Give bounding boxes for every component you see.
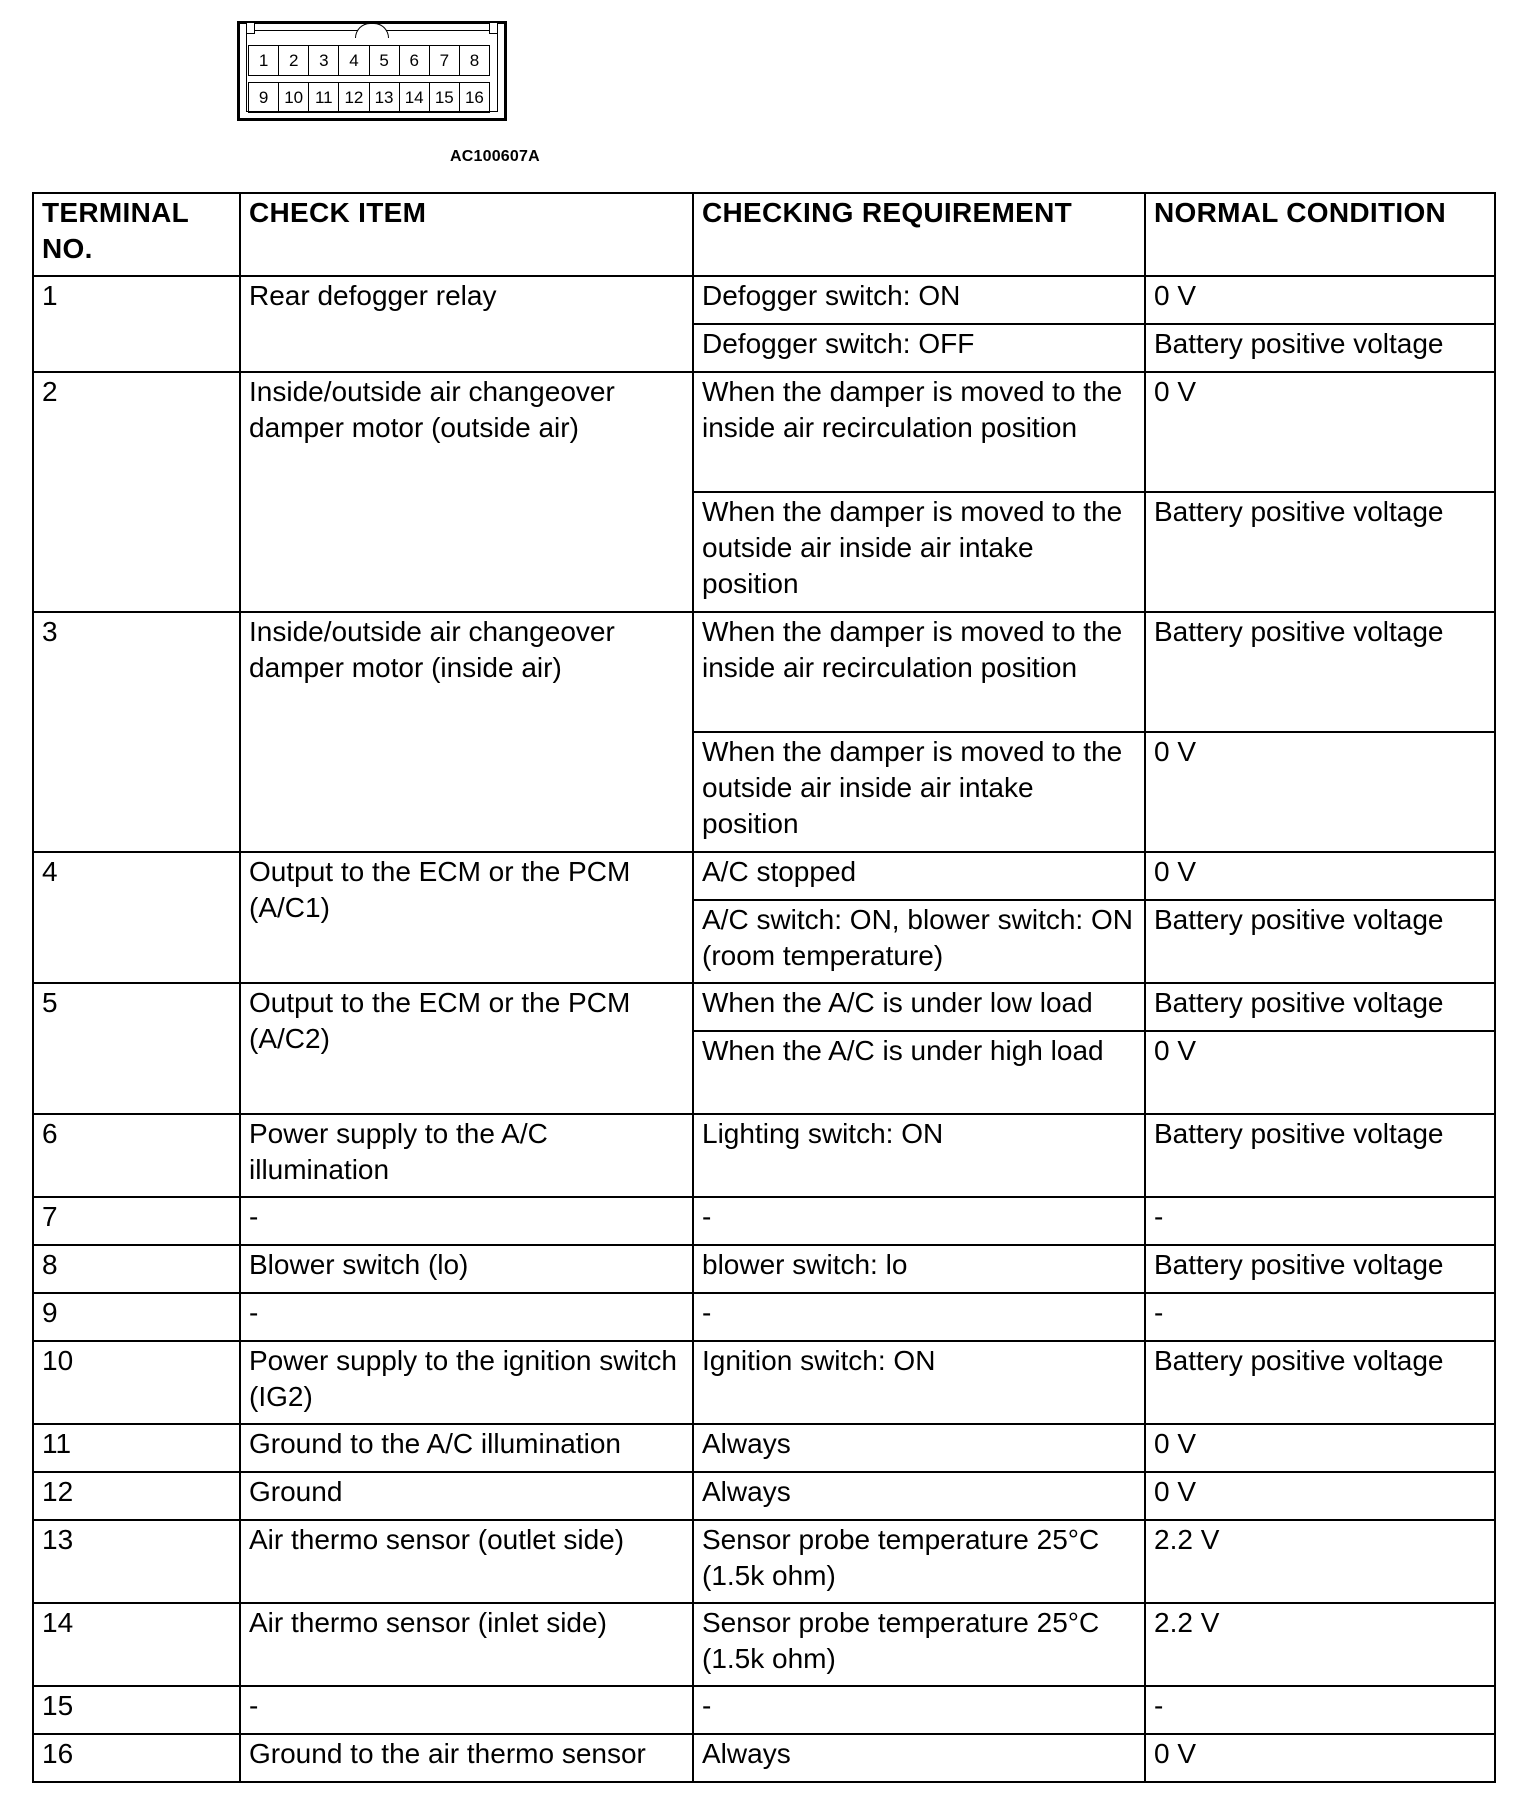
check-item-cell: Ground [240, 1472, 693, 1520]
connector-pin: 6 [400, 46, 430, 76]
check-item-cell: Ground to the air thermo sensor [240, 1734, 693, 1782]
connector-pin: 12 [339, 83, 369, 113]
connector-pin: 5 [370, 46, 400, 76]
requirement-cell: Ignition switch: ON [693, 1341, 1145, 1424]
requirement-cell: A/C switch: ON, blower switch: ON (room temperature) [693, 900, 1145, 983]
requirement-cell: Always [693, 1472, 1145, 1520]
condition-cell: Battery positive voltage [1145, 492, 1495, 612]
requirement-cell: - [693, 1293, 1145, 1341]
requirement-cell: Sensor probe temperature 25°C (1.5k ohm) [693, 1520, 1145, 1603]
connector-pin: 1 [249, 46, 279, 76]
table-row [33, 612, 1495, 732]
terminal-check-table [32, 192, 1496, 1783]
header-check-item: CHECK ITEM [240, 193, 693, 276]
condition-cell: Battery positive voltage [1145, 324, 1495, 372]
check-item-cell: Air thermo sensor (outlet side) [240, 1520, 693, 1603]
requirement-cell: - [693, 1686, 1145, 1734]
table-row [33, 1424, 1495, 1472]
condition-cell: Battery positive voltage [1145, 1245, 1495, 1293]
connector-pin: 10 [279, 83, 309, 113]
table-row [33, 1686, 1495, 1734]
table-header-row [33, 193, 1495, 276]
connector-latch [355, 23, 389, 38]
condition-cell: Battery positive voltage [1145, 1114, 1495, 1197]
terminal-cell: 7 [33, 1197, 240, 1245]
table-row [33, 1197, 1495, 1245]
table-row [33, 983, 1495, 1031]
condition-cell: 0 V [1145, 1424, 1495, 1472]
terminal-cell: 11 [33, 1424, 240, 1472]
header-checking-requirement: CHECKING REQUIREMENT [693, 193, 1145, 276]
requirement-cell: - [693, 1197, 1145, 1245]
table-row [33, 852, 1495, 900]
connector-pin: 15 [430, 83, 460, 113]
terminal-cell: 4 [33, 852, 240, 983]
check-item-cell: Output to the ECM or the PCM (A/C2) [240, 983, 693, 1114]
check-item-cell: - [240, 1293, 693, 1341]
condition-cell: 2.2 V [1145, 1520, 1495, 1603]
requirement-cell: When the A/C is under high load [693, 1031, 1145, 1114]
table-row [33, 1734, 1495, 1782]
check-item-cell: Power supply to the ignition switch (IG2) [240, 1341, 693, 1424]
terminal-cell: 10 [33, 1341, 240, 1424]
table-row [33, 1114, 1495, 1197]
table-row [33, 1293, 1495, 1341]
condition-cell: 0 V [1145, 732, 1495, 852]
condition-cell: Battery positive voltage [1145, 983, 1495, 1031]
condition-cell: 0 V [1145, 276, 1495, 324]
connector-pin: 2 [279, 46, 309, 76]
requirement-cell: When the damper is moved to the outside air inside air intake position [693, 732, 1145, 852]
requirement-cell: When the damper is moved to the inside air recirculation position [693, 372, 1145, 492]
condition-cell: Battery positive voltage [1145, 900, 1495, 983]
connector-pin-row-top [248, 45, 490, 76]
terminal-cell: 6 [33, 1114, 240, 1197]
connector-pin: 16 [460, 83, 490, 113]
requirement-cell: Defogger switch: OFF [693, 324, 1145, 372]
terminal-cell: 14 [33, 1603, 240, 1686]
header-normal-condition: NORMAL CONDITION [1145, 193, 1495, 276]
requirement-cell: A/C stopped [693, 852, 1145, 900]
connector-pin: 8 [460, 46, 490, 76]
condition-cell: Battery positive voltage [1145, 612, 1495, 732]
check-item-cell: - [240, 1197, 693, 1245]
connector-tab-right [489, 23, 498, 34]
table-row [33, 1341, 1495, 1424]
check-item-cell: Output to the ECM or the PCM (A/C1) [240, 852, 693, 983]
connector-pin: 11 [309, 83, 339, 113]
terminal-cell: 16 [33, 1734, 240, 1782]
requirement-cell: blower switch: lo [693, 1245, 1145, 1293]
condition-cell: 0 V [1145, 852, 1495, 900]
requirement-cell: When the damper is moved to the outside air inside air intake position [693, 492, 1145, 612]
connector-pin-row-bottom [248, 82, 490, 113]
table-row [33, 1520, 1495, 1603]
check-item-cell: - [240, 1686, 693, 1734]
terminal-cell: 2 [33, 372, 240, 612]
condition-cell: 2.2 V [1145, 1603, 1495, 1686]
condition-cell: - [1145, 1197, 1495, 1245]
condition-cell: 0 V [1145, 1472, 1495, 1520]
connector-pin: 9 [249, 83, 279, 113]
check-item-cell: Air thermo sensor (inlet side) [240, 1603, 693, 1686]
table-row [33, 1245, 1495, 1293]
connector-pin: 14 [400, 83, 430, 113]
requirement-cell: Defogger switch: ON [693, 276, 1145, 324]
diagram-code: AC100607A [450, 148, 540, 165]
condition-cell: 0 V [1145, 1734, 1495, 1782]
check-item-cell: Power supply to the A/C illumination [240, 1114, 693, 1197]
terminal-cell: 1 [33, 276, 240, 372]
terminal-cell: 8 [33, 1245, 240, 1293]
condition-cell: - [1145, 1293, 1495, 1341]
requirement-cell: When the A/C is under low load [693, 983, 1145, 1031]
check-item-cell: Rear defogger relay [240, 276, 693, 372]
connector-diagram [237, 21, 507, 121]
connector-tab-left [246, 23, 255, 34]
check-item-cell: Inside/outside air changeover damper motor (outside air) [240, 372, 693, 612]
requirement-cell: Lighting switch: ON [693, 1114, 1145, 1197]
connector-pin: 7 [430, 46, 460, 76]
terminal-cell: 5 [33, 983, 240, 1114]
terminal-cell: 9 [33, 1293, 240, 1341]
check-item-cell: Blower switch (lo) [240, 1245, 693, 1293]
check-item-cell: Inside/outside air changeover damper motor (inside air) [240, 612, 693, 852]
condition-cell: Battery positive voltage [1145, 1341, 1495, 1424]
table-row [33, 1472, 1495, 1520]
condition-cell: 0 V [1145, 372, 1495, 492]
table-row [33, 1603, 1495, 1686]
requirement-cell: When the damper is moved to the inside air recirculation position [693, 612, 1145, 732]
connector-pin: 4 [339, 46, 369, 76]
check-item-cell: Ground to the A/C illumination [240, 1424, 693, 1472]
connector-pin: 13 [370, 83, 400, 113]
condition-cell: - [1145, 1686, 1495, 1734]
terminal-cell: 3 [33, 612, 240, 852]
requirement-cell: Sensor probe temperature 25°C (1.5k ohm) [693, 1603, 1145, 1686]
table-row [33, 276, 1495, 324]
terminal-cell: 15 [33, 1686, 240, 1734]
terminal-cell: 12 [33, 1472, 240, 1520]
condition-cell: 0 V [1145, 1031, 1495, 1114]
table-row [33, 372, 1495, 492]
requirement-cell: Always [693, 1424, 1145, 1472]
requirement-cell: Always [693, 1734, 1145, 1782]
terminal-cell: 13 [33, 1520, 240, 1603]
header-terminal-no: TERMINAL NO. [33, 193, 240, 276]
connector-pin: 3 [309, 46, 339, 76]
